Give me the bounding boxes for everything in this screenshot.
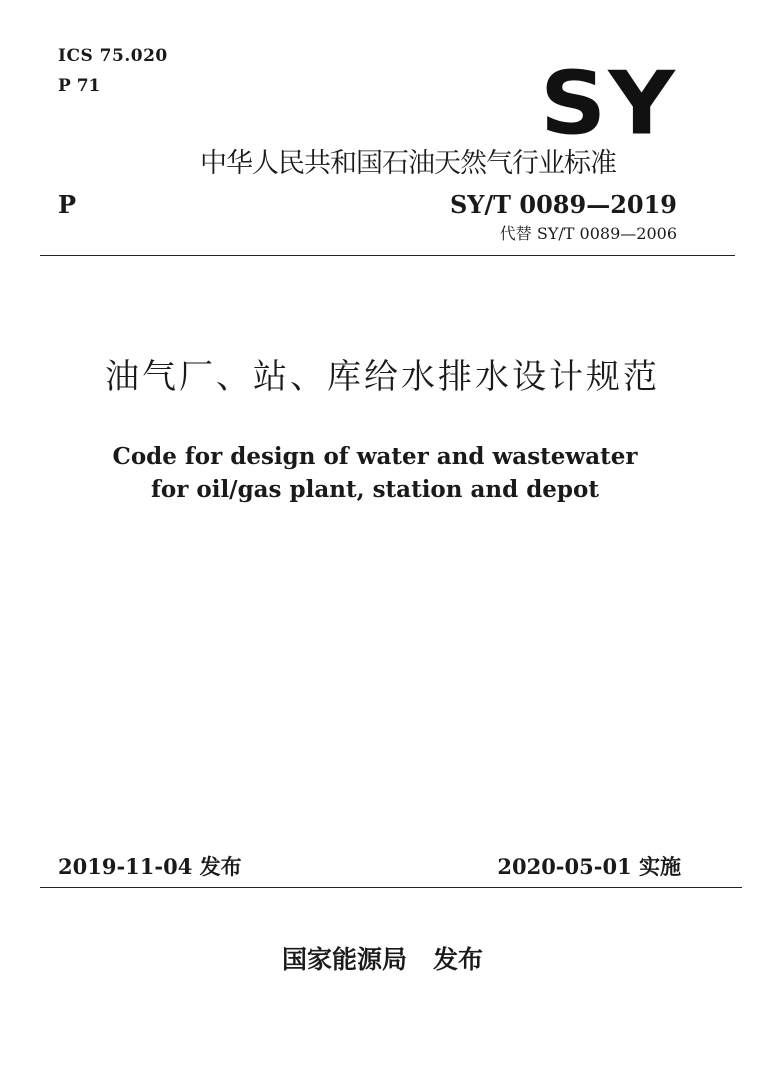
title-english-line2: for oil/gas plant, station and depot xyxy=(151,476,599,503)
top-divider xyxy=(40,255,735,256)
issue-date: 2019-11-04 xyxy=(58,854,193,879)
replaces-note: 代替 SY/T 0089—2006 xyxy=(499,224,677,243)
industry-standard-title: 中华人民共和国石油天然气行业标准 xyxy=(200,148,616,179)
implementation-label: 实施 xyxy=(639,855,681,879)
title-chinese: 油气厂、站、库给水排水设计规范 xyxy=(105,357,660,397)
implementation-date: 2020-05-01 xyxy=(497,854,632,879)
publisher-name: 国家能源局 xyxy=(281,945,407,974)
publisher-action: 发布 xyxy=(433,945,484,974)
title-english-line1: Code for design of water and wastewater xyxy=(112,443,638,470)
implementation-date-block xyxy=(497,852,681,882)
publisher-line xyxy=(0,940,765,980)
ics-code: ICS 75.020 xyxy=(58,46,168,66)
standard-number: SY/T 0089—2019 xyxy=(449,190,677,219)
issue-date-block xyxy=(58,852,242,882)
issue-label: 发布 xyxy=(199,855,242,879)
classification-code: P 71 xyxy=(58,76,101,96)
bottom-divider xyxy=(40,887,742,888)
p-mark: P xyxy=(58,190,77,219)
title-english xyxy=(0,440,750,506)
sy-logo: SY xyxy=(540,52,677,155)
